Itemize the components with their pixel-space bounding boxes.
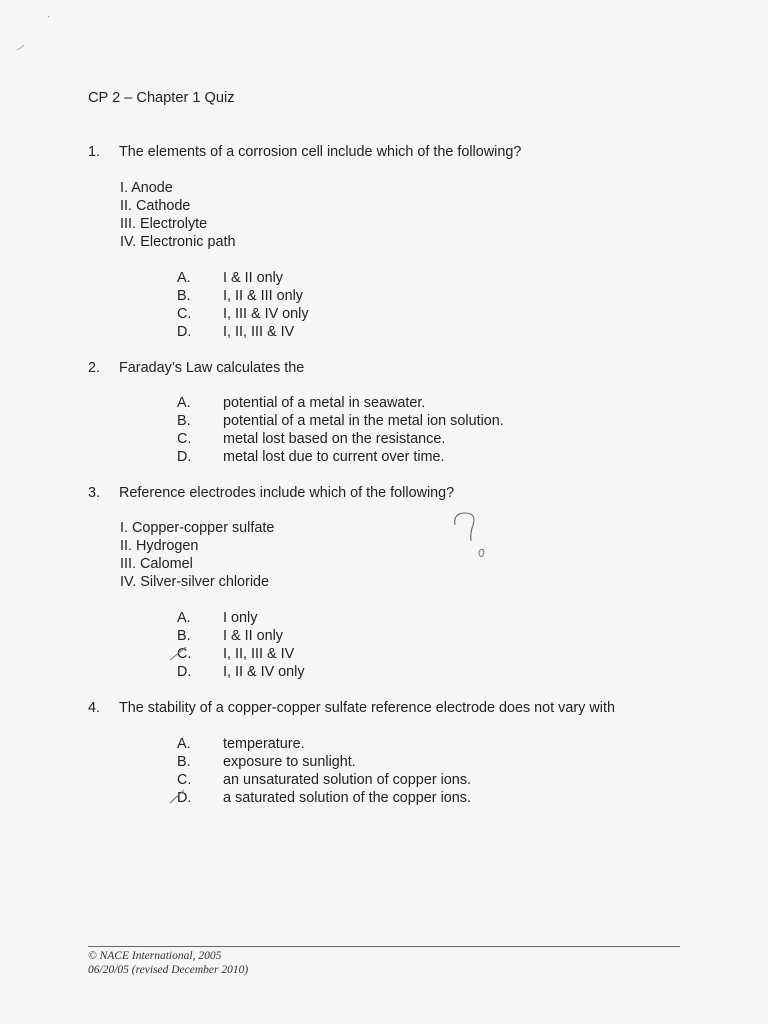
question-scribble-mark bbox=[455, 513, 474, 541]
question-2-option-d: metal lost due to current over time. bbox=[223, 449, 445, 465]
question-3-item-4: IV. Silver-silver chloride bbox=[120, 574, 270, 590]
question-2-option-a-letter: A. bbox=[177, 395, 191, 411]
small-circle-mark bbox=[479, 549, 484, 556]
question-4-option-d-letter: D. bbox=[177, 790, 192, 806]
question-3-option-c: I, II, III & IV bbox=[223, 646, 295, 662]
question-3-option-b-letter: B. bbox=[177, 628, 191, 644]
question-1-item-1: I. Anode bbox=[120, 180, 173, 196]
question-3-item-1: I. Copper-copper sulfate bbox=[120, 520, 275, 536]
question-3-option-b: I & II only bbox=[223, 628, 283, 644]
question-3-option-a: I only bbox=[223, 610, 258, 626]
question-2-number: 2. bbox=[88, 360, 101, 376]
question-4-option-d: a saturated solution of the copper ions. bbox=[223, 790, 471, 806]
footer-divider bbox=[88, 946, 680, 947]
question-1-option-c: I, III & IV only bbox=[223, 306, 309, 322]
question-2-option-a: potential of a metal in seawater. bbox=[223, 395, 426, 411]
question-2-option-b-letter: B. bbox=[177, 413, 191, 429]
question-1-option-d: I, II, III & IV bbox=[223, 324, 295, 340]
question-4-number: 4. bbox=[88, 700, 101, 716]
question-1-option-b-letter: B. bbox=[177, 288, 191, 304]
question-1-item-4: IV. Electronic path bbox=[120, 234, 236, 250]
question-4-option-c: an unsaturated solution of copper ions. bbox=[223, 772, 472, 788]
question-1-option-c-letter: C. bbox=[177, 306, 192, 322]
question-3-option-c-letter: C. bbox=[177, 646, 192, 662]
footer-date: 06/20/05 (revised December 2010) bbox=[88, 964, 249, 976]
question-3-item-2: II. Hydrogen bbox=[120, 538, 199, 554]
footer-copyright: © NACE International, 2005 bbox=[88, 950, 222, 962]
question-3-option-d: I, II & IV only bbox=[223, 664, 305, 680]
question-1-option-a-letter: A. bbox=[177, 270, 191, 286]
question-1-option-a: I & II only bbox=[223, 270, 283, 286]
question-4-option-b: exposure to sunlight. bbox=[223, 754, 356, 770]
question-1-option-b: I, II & III only bbox=[223, 288, 303, 304]
pencil-speck-mark bbox=[48, 16, 49, 17]
page-title: CP 2 – Chapter 1 Quiz bbox=[88, 90, 235, 106]
question-4-option-b-letter: B. bbox=[177, 754, 191, 770]
question-3-option-d-letter: D. bbox=[177, 664, 192, 680]
question-2-option-b: potential of a metal in the metal ion solution. bbox=[223, 413, 504, 429]
question-3-text: Reference electrodes include which of the following? bbox=[119, 485, 455, 501]
question-3-number: 3. bbox=[88, 485, 101, 501]
question-3-option-a-letter: A. bbox=[177, 610, 191, 626]
pencil-tick-mark bbox=[17, 45, 24, 50]
question-1-item-3: III. Electrolyte bbox=[120, 216, 208, 232]
question-4-option-a-letter: A. bbox=[177, 736, 191, 752]
question-4-option-a: temperature. bbox=[223, 736, 305, 752]
question-4-option-c-letter: C. bbox=[177, 772, 192, 788]
question-1-number: 1. bbox=[88, 144, 101, 160]
question-4-text: The stability of a copper-copper sulfate reference electrode does not vary with bbox=[119, 700, 615, 716]
question-2-option-c-letter: C. bbox=[177, 431, 192, 447]
question-2-option-d-letter: D. bbox=[177, 449, 192, 465]
question-1-text: The elements of a corrosion cell include which of the following? bbox=[119, 144, 522, 160]
question-2-text: Faraday’s Law calculates the bbox=[119, 360, 305, 376]
question-3-item-3: III. Calomel bbox=[120, 556, 193, 572]
question-1-item-2: II. Cathode bbox=[120, 198, 191, 214]
question-1-option-d-letter: D. bbox=[177, 324, 192, 340]
question-2-option-c: metal lost based on the resistance. bbox=[223, 431, 446, 447]
